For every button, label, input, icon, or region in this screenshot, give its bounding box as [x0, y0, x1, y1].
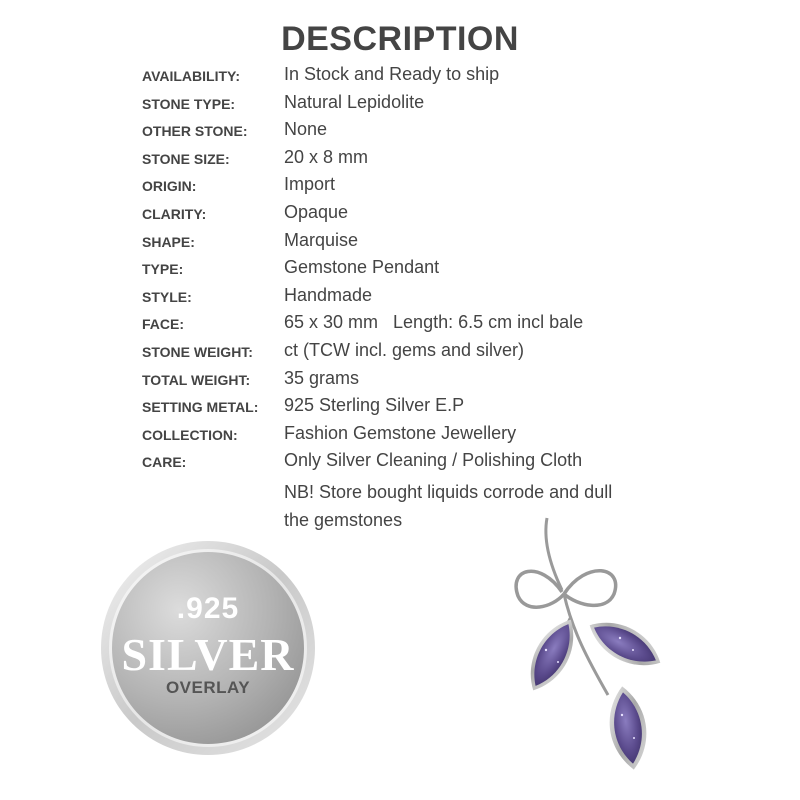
- badge-word: SILVER: [121, 629, 295, 680]
- spec-value: 20 x 8 mm: [284, 146, 369, 167]
- spec-label: OTHER STONE:: [142, 123, 248, 140]
- spec-label: CARE:: [142, 454, 187, 471]
- spec-row-setting-metal: [142, 392, 702, 420]
- spec-label: COLLECTION:: [142, 426, 238, 443]
- spec-value: 925 Sterling Silver E.P: [284, 395, 465, 416]
- lepidolite-pendant-icon: [500, 510, 680, 780]
- spec-label: STYLE:: [142, 288, 192, 305]
- spec-label: AVAILABILITY:: [142, 68, 240, 84]
- spec-list: [142, 61, 702, 475]
- spec-row-stone-size: [142, 144, 702, 172]
- spec-row-shape: [142, 227, 702, 255]
- spec-label: SETTING METAL:: [142, 399, 259, 416]
- spec-row-stone-type: [142, 89, 702, 117]
- spec-label: ORIGIN:: [142, 178, 197, 195]
- spec-label: SHAPE:: [142, 233, 195, 250]
- spec-value: Marquise: [284, 229, 359, 250]
- badge-number: .925: [176, 592, 240, 625]
- spec-row-style: [142, 282, 702, 310]
- care-note-line-1: NB! Store bought liquids corrode and dull: [284, 482, 613, 502]
- spec-row-clarity: [142, 199, 702, 227]
- page-title: DESCRIPTION: [281, 20, 519, 58]
- spec-value: Natural Lepidolite: [284, 91, 425, 112]
- spec-row-type: [142, 254, 702, 282]
- spec-value: Handmade: [284, 284, 373, 305]
- spec-value: Fashion Gemstone Jewellery: [284, 422, 517, 443]
- spec-value: Import: [284, 174, 336, 195]
- care-note-line-2: the gemstones: [284, 510, 403, 530]
- spec-value: Only Silver Cleaning / Polishing Cloth: [284, 450, 583, 471]
- spec-value: None: [284, 119, 328, 140]
- spec-row-stone-weight: [142, 337, 702, 365]
- spec-value: ct (TCW incl. gems and silver): [284, 339, 525, 360]
- spec-row-origin: [142, 171, 702, 199]
- spec-value: In Stock and Ready to ship: [284, 64, 500, 84]
- pendant-image: [500, 510, 680, 780]
- spec-value: 35 grams: [284, 367, 360, 388]
- spec-row-care: [142, 447, 702, 475]
- spec-row-collection: [142, 420, 702, 448]
- spec-value: 65 x 30 mm Length: 6.5 cm incl bale: [284, 312, 584, 333]
- spec-label: TOTAL WEIGHT:: [142, 371, 251, 388]
- spec-label: FACE:: [142, 316, 184, 333]
- badge-subtitle: OVERLAY: [165, 678, 251, 697]
- spec-row-face: [142, 309, 702, 337]
- spec-label: STONE TYPE:: [142, 95, 236, 112]
- spec-row-availability: [142, 61, 702, 89]
- spec-label: STONE SIZE:: [142, 150, 230, 167]
- spec-label: CLARITY:: [142, 205, 207, 222]
- spec-row-other-stone: [142, 116, 702, 144]
- spec-row-total-weight: [142, 365, 702, 393]
- spec-label: STONE WEIGHT:: [142, 343, 253, 360]
- spec-label: TYPE:: [142, 261, 184, 278]
- silver-overlay-badge: [100, 540, 316, 756]
- spec-value: Gemstone Pendant: [284, 257, 440, 278]
- spec-value: Opaque: [284, 201, 349, 222]
